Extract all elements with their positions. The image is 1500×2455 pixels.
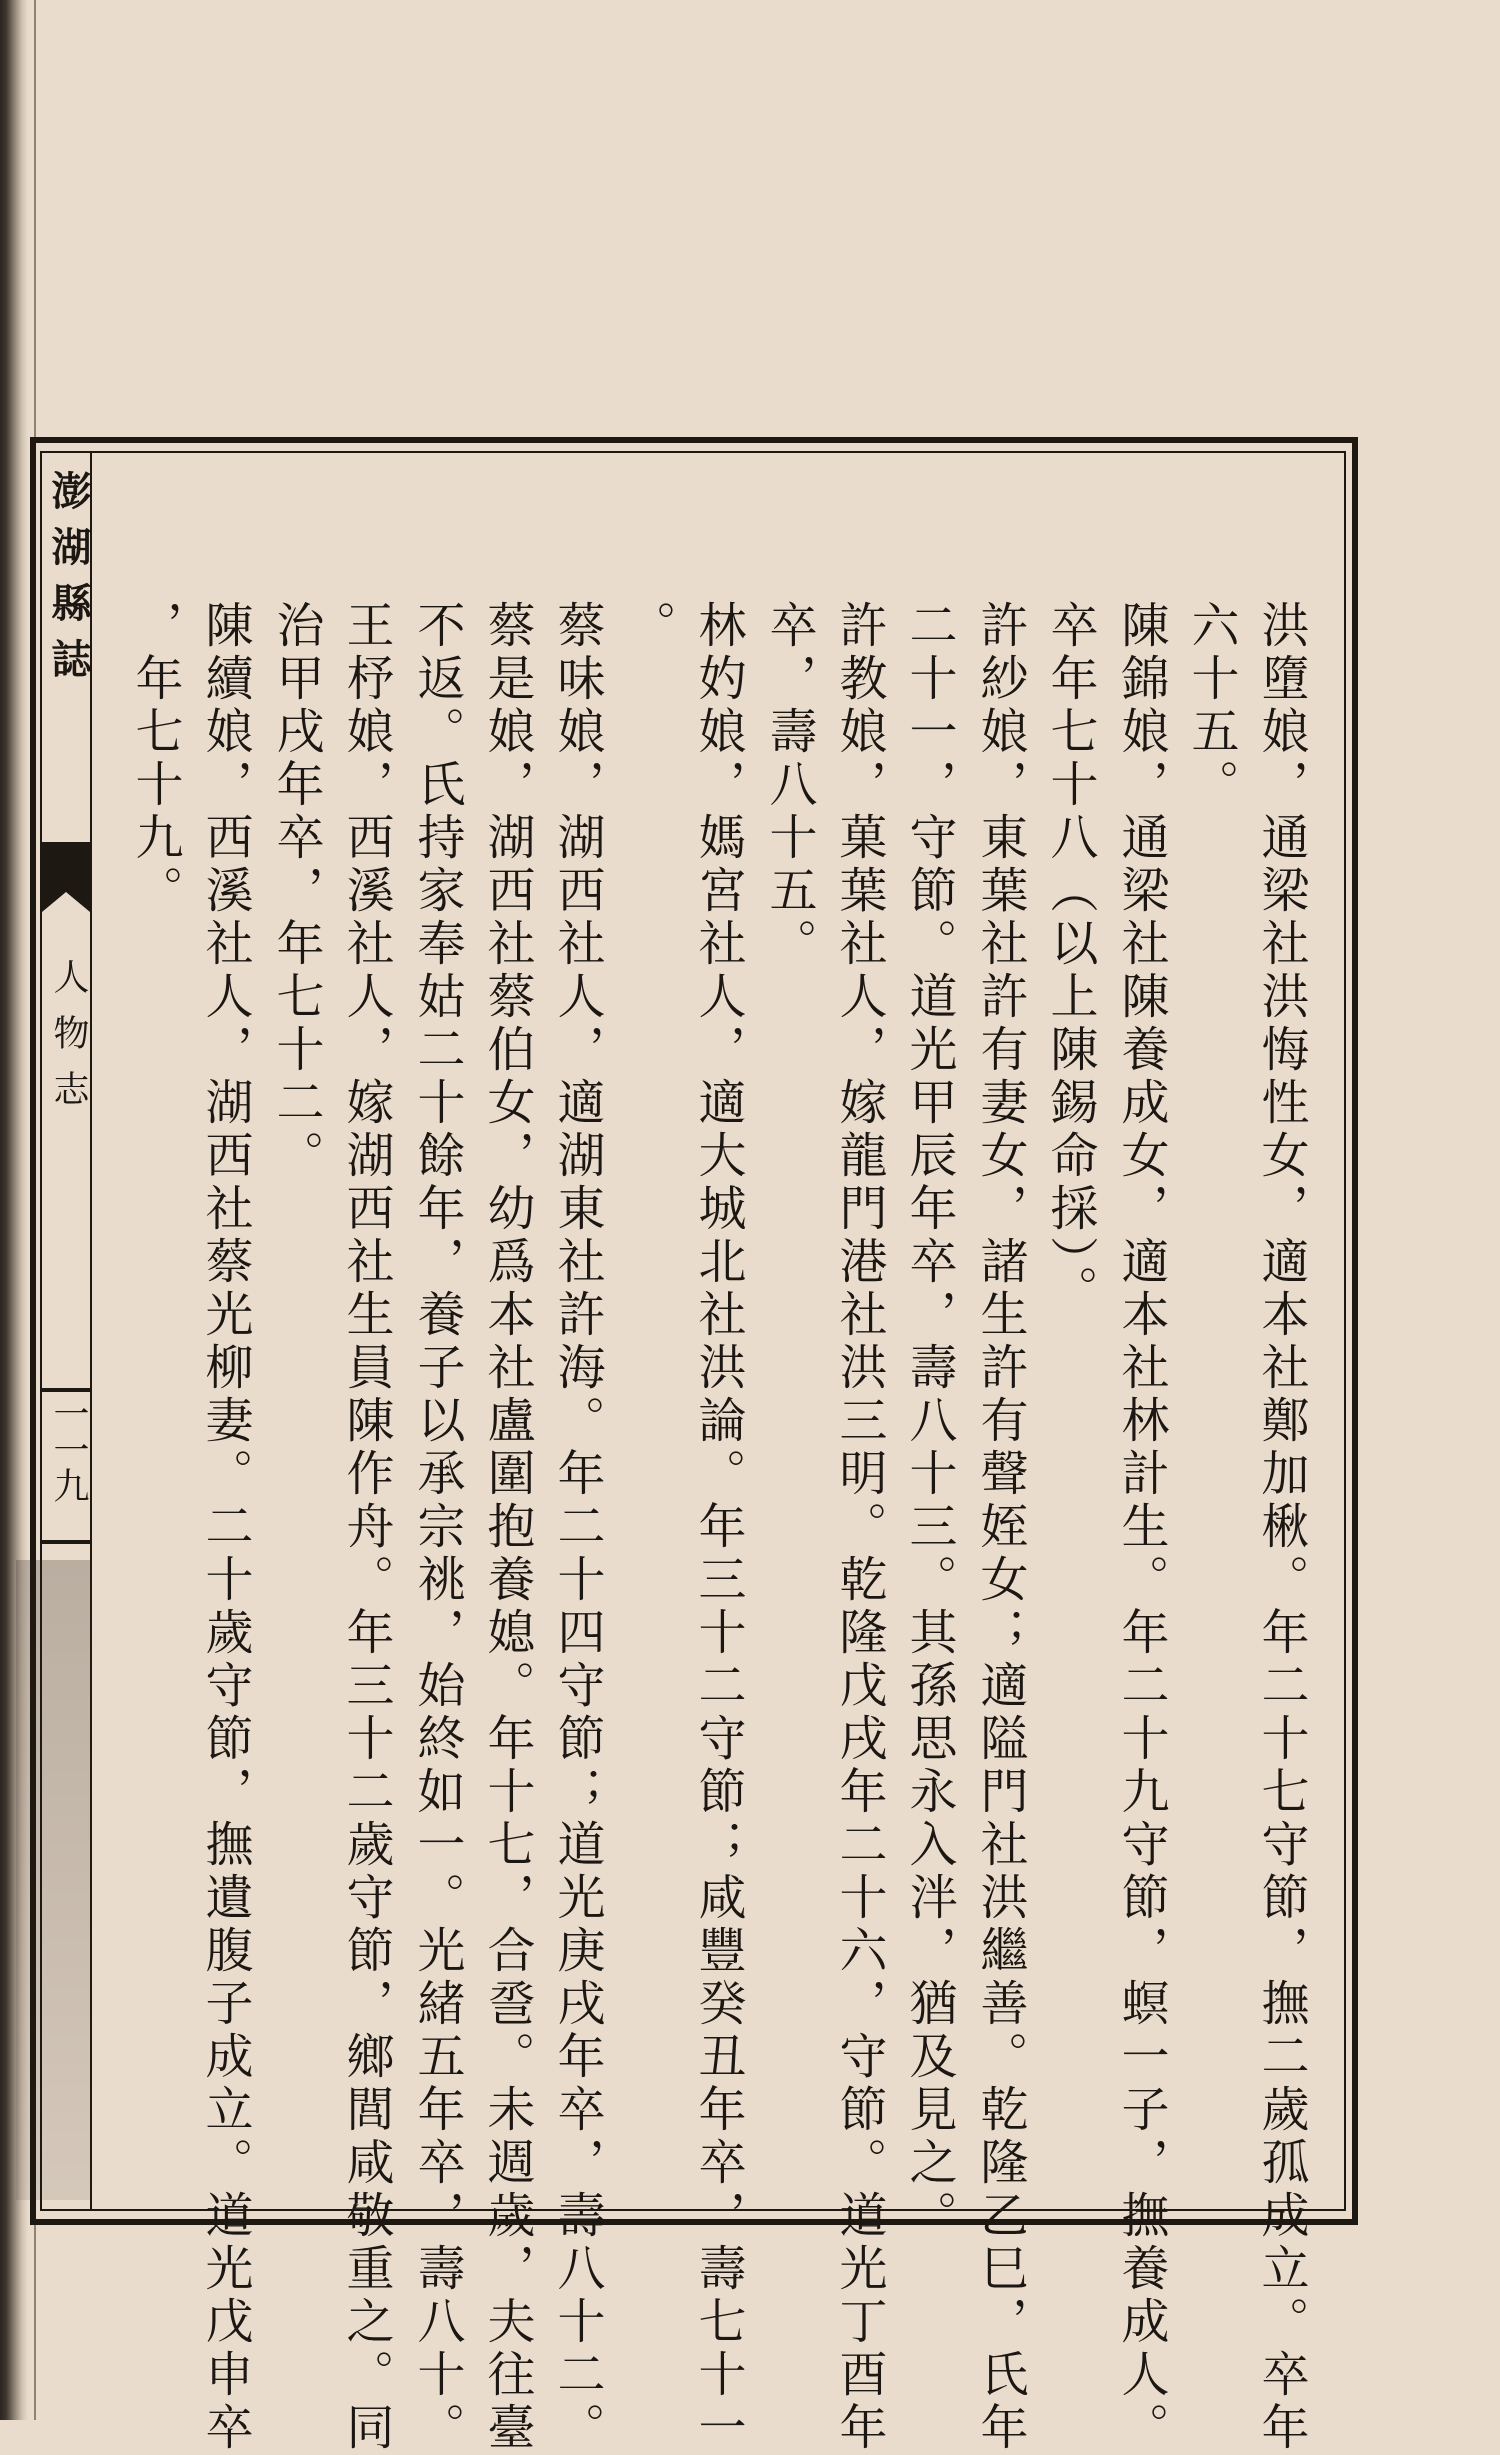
page-number-divider-bottom [42, 1540, 90, 1544]
text-column-16: 陳續娘，西溪社人，湖西社蔡光柳妻。二十歲守節，撫遺腹子成立。道光戊申卒 [197, 600, 253, 2455]
text-column-10: 。 [620, 600, 676, 653]
page-number: 一一九 [48, 1395, 89, 1503]
text-column-8: 卒，壽八十五。 [761, 600, 817, 971]
text-column-3: 陳錦娘，通梁社陳養成女，適本社林計生。年二十九守節，螟一子，撫養成人。 [1113, 600, 1169, 2455]
fish-tail-mark-icon [42, 842, 90, 932]
text-column-4: 卒年七十八（以上陳錫命採）。 [1042, 600, 1098, 1318]
text-column-12: 蔡是娘，湖西社蔡伯女，幼爲本社盧圍抱養媳。年十七，合巹。未週歲，夫往臺 [479, 600, 535, 2455]
text-column-2: 六十五。 [1183, 600, 1239, 812]
text-column-9: 林妁娘，媽宮社人，適大城北社洪論。年三十二守節；咸豐癸丑年卒，壽七十一 [690, 600, 746, 2455]
text-column-6: 二十一，守節。道光甲辰年卒，壽八十三。其孫思永入泮，猶及見之。 [901, 600, 957, 2243]
text-column-7: 許教娘，菓葉社人，嫁龍門港社洪三明。乾隆戊戌年二十六，守節。道光丁酉年 [831, 600, 887, 2455]
text-column-15: 治甲戌年卒，年七十二。 [268, 600, 324, 1183]
text-column-11: 蔡味娘，湖西社人，適湖東社許海。年二十四守節；道光庚戌年卒，壽八十二。 [549, 600, 605, 2455]
page-number-divider-top [42, 1388, 90, 1392]
text-column-17: ，年七十九。 [127, 600, 183, 918]
bleed-through-shadow [16, 1560, 92, 2200]
text-column-5: 許紗娘，東葉社許有妻女，諸生許有聲姪女；適隘門社洪繼善。乾隆乙巳，氏年 [972, 600, 1028, 2455]
text-column-1: 洪墮娘，通梁社洪悔性女，適本社鄭加楸。年二十七守節，撫二歲孤成立。卒年 [1253, 600, 1309, 2455]
text-column-14: 王杼娘，西溪社人，嫁湖西社生員陳作舟。年三十二歲守節，鄉閭咸敬重之。同 [338, 600, 394, 2455]
section-title: 人物志 [48, 958, 89, 1126]
text-column-13: 不返。氏持家奉姑二十餘年，養子以承宗祧，始終如一。光緒五年卒，壽八十。 [409, 600, 465, 2455]
book-title: 澎湖縣誌 [45, 470, 92, 694]
